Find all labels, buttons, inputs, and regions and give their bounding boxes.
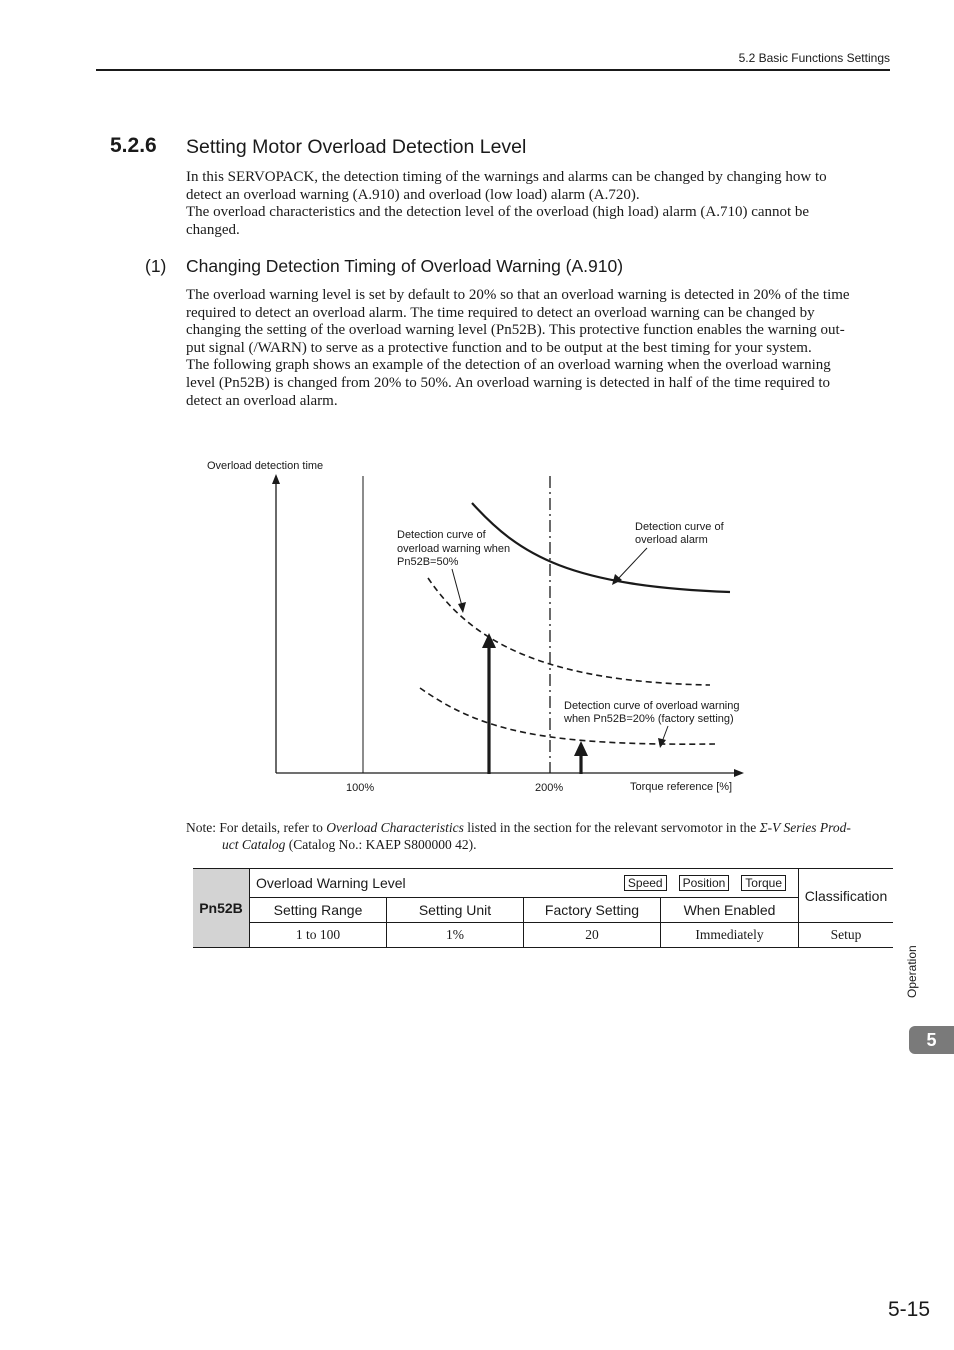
header-when-enabled: When Enabled	[661, 898, 799, 923]
value-factory-setting: 20	[524, 923, 661, 948]
header-setting-unit: Setting Unit	[387, 898, 524, 923]
warning-50-label-line: Pn52B=50%	[397, 556, 459, 568]
y-axis-arrow-icon	[272, 474, 280, 484]
warning-20-label-line: Detection curve of overload warning	[564, 700, 740, 712]
note	[186, 820, 892, 853]
x-tick-200: 200%	[535, 782, 564, 794]
leader-alarm	[617, 548, 647, 580]
page-number: 5-15	[887, 1298, 930, 1321]
param-number: Pn52B	[193, 869, 250, 948]
note-catalog-title-cont: uct Catalog	[222, 836, 286, 852]
note-text: For details, refer to	[219, 820, 327, 835]
subsection-number: (1)	[145, 256, 167, 276]
badge-position: Position	[679, 875, 730, 891]
body-line: The overload warning level is set by default to 20% so that an overload warning is detected in 20% of the time	[186, 287, 850, 303]
note-line-1	[186, 820, 892, 837]
body-line: The following graph shows an example of the detection of an overload warning when the overload warning	[186, 357, 831, 374]
value-classification: Setup	[799, 923, 894, 948]
body-line: required to detect an overload alarm. The time required to detect an overload warning can be changed by	[186, 304, 815, 321]
leader-warning-50	[452, 569, 462, 606]
note-line-2	[186, 837, 892, 854]
body-line: changing the setting of the overload warning level (Pn52B). This protective function enables the warning out-	[186, 322, 845, 339]
detection-arrow-20-head-icon	[574, 741, 588, 756]
warning-50-curve	[428, 578, 710, 685]
x-axis-arrow-icon	[734, 769, 744, 777]
value-setting-unit: 1%	[387, 923, 524, 948]
x-axis-label: Torque reference [%]	[630, 781, 733, 793]
chapter-side-label: Operation	[905, 945, 919, 998]
alarm-label-line: Detection curve of	[635, 521, 724, 533]
parameter-table	[193, 868, 893, 948]
header-setting-range: Setting Range	[250, 898, 387, 923]
note-catalog-title: Σ-V Series Prod-	[759, 820, 851, 835]
body-line: put signal (/WARN) to serve as a protective function and to be output at the best timing for your system.	[186, 339, 812, 356]
chapter-tab[interactable]: 5	[909, 1026, 954, 1054]
body-line: level (Pn52B) is changed from 20% to 50%. An overload warning is detected in half of the time required to	[186, 374, 830, 391]
x-tick-100: 100%	[346, 782, 375, 794]
warning-50-label-line: Detection curve of	[397, 529, 486, 541]
note-prefix: Note:	[186, 820, 216, 835]
subsection-title: Changing Detection Timing of Overload Warning (A.910)	[186, 256, 624, 276]
warning-50-label-line: overload warning when	[397, 543, 511, 555]
leader-warning-20-head-icon	[658, 738, 666, 748]
value-when-enabled: Immediately	[661, 923, 799, 948]
intro-line: In this SERVOPACK, the detection timing of the warnings and alarms can be changed by changing how to	[186, 169, 827, 185]
intro-line: detect an overload warning (A.910) and overload (low load) alarm (A.720).	[186, 186, 640, 203]
body-line: detect an overload alarm.	[186, 392, 338, 409]
alarm-curve	[472, 503, 730, 592]
intro-line: The overload characteristics and the detection level of the overload (high load) alarm (A.710) cannot be	[186, 204, 810, 221]
warning-20-label-line: when Pn52B=20% (factory setting)	[564, 713, 734, 725]
note-text: (Catalog No.: KAEP S800000 42).	[285, 836, 477, 852]
note-text: listed in the section for the relevant servomotor in the	[463, 820, 760, 835]
running-header: 5.2 Basic Functions Settings	[738, 51, 890, 65]
param-name: Overload Warning Level	[256, 875, 406, 891]
intro-line: changed.	[186, 221, 240, 238]
alarm-label-line: overload alarm	[635, 534, 708, 546]
header-factory-setting: Factory Setting	[524, 898, 661, 923]
badge-speed: Speed	[624, 875, 667, 891]
y-axis-label: Overload detection time	[207, 460, 324, 472]
value-setting-range: 1 to 100	[250, 923, 387, 948]
classification-header: Classification	[799, 869, 894, 923]
param-name-cell	[250, 869, 799, 898]
section-title: Setting Motor Overload Detection Level	[186, 136, 527, 158]
badge-torque: Torque	[741, 875, 786, 891]
note-ref-title: Overload Characteristics	[326, 820, 464, 835]
section-number: 5.2.6	[110, 134, 157, 157]
leader-warning-50-head-icon	[458, 602, 466, 613]
